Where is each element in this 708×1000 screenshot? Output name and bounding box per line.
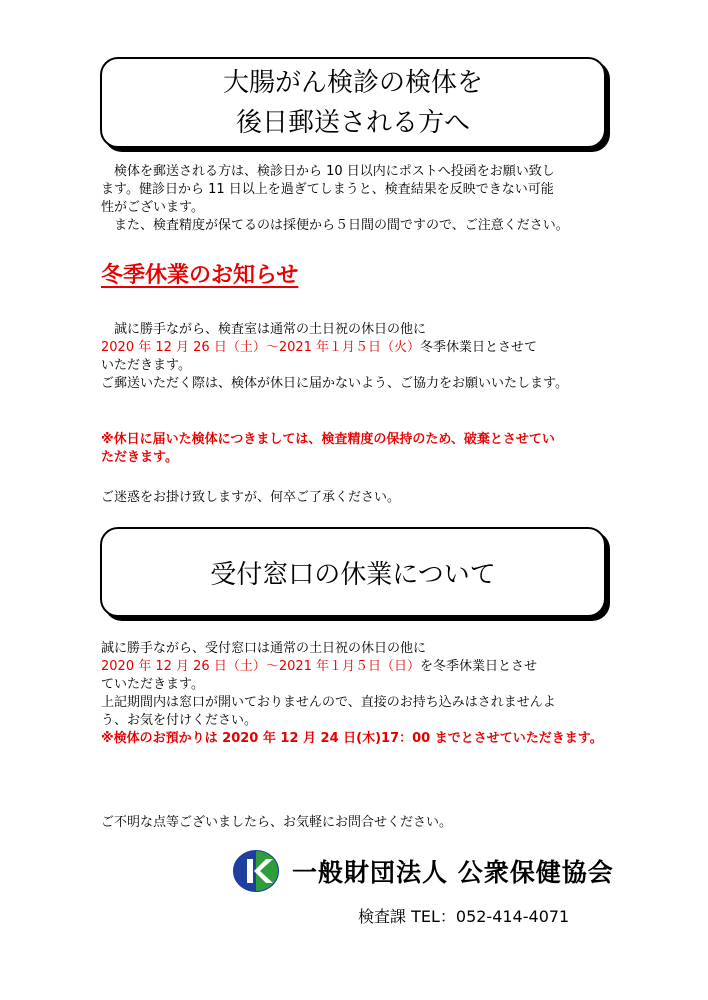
reception-title: 受付窓口の休業について: [210, 559, 496, 590]
apology-text: ご迷惑をお掛け致しますが、何卒ご了承ください。: [101, 490, 401, 505]
warning-line: ただきます。: [101, 450, 178, 465]
title-line-2: 後日郵送される方へ: [235, 107, 470, 138]
reception-warning: ※検体のお預かりは 2020 年 12 月 24 日(木)17：00 までとさせていただきます。: [101, 731, 603, 746]
title-box: [100, 57, 606, 148]
winter-dates: 2020 年 12 月 26 日（土）～2021 年１月５日（火）: [101, 340, 421, 355]
org-logo-icon: [233, 850, 279, 892]
winter-line: 誠に勝手ながら、検査室は通常の土日祝の休日の他に: [101, 322, 427, 337]
winter-notice-heading: 冬季休業のお知らせ: [101, 263, 299, 288]
reception-body: [101, 640, 613, 748]
intro-line: ます。健診日から 11 日以上を過ぎてしまうと、検査結果を反映できない可能: [101, 182, 554, 197]
contact-tel: 検査課 TEL：052-414-4071: [358, 907, 570, 926]
winter-warning: [101, 431, 613, 467]
winter-line-2: [101, 339, 613, 357]
intro-line: また、検査精度が保てるのは採便から５日間の間ですので、ご注意ください。: [101, 218, 569, 233]
org-name: 一般財団法人 公衆保健協会: [292, 858, 614, 887]
reception-line: 上記期間内は窓口が開いておりませんので、直接のお持ち込みはされませんよ: [101, 695, 556, 710]
winter-line: いただきます。: [101, 358, 191, 373]
reception-line: 誠に勝手ながら、受付窓口は通常の土日祝の休日の他に: [101, 641, 427, 656]
reception-box: [100, 527, 606, 617]
intro-line: 検体を郵送される方は、検診日から 10 日以内にポストへ投函をお願い致し: [101, 164, 555, 179]
intro-line: 性がございます。: [101, 200, 204, 215]
winter-line-rest: 冬季休業日とさせて: [420, 340, 538, 355]
warning-line: ※休日に届いた検体につきましては、検査精度の保持のため、破棄とさせてい: [101, 432, 555, 447]
reception-dates: 2020 年 12 月 26 日（土）～2021 年１月５日（日）: [101, 659, 421, 674]
reception-line: う、お気を付けください。: [101, 713, 258, 728]
contact-text: ご不明な点等ございましたら、お気軽にお問合せください。: [101, 815, 453, 830]
title-line-1: 大腸がん検診の検体を: [222, 67, 483, 98]
winter-line: ご郵送いただく際は、検体が休日に届かないよう、ご協力をお願いいたします。: [101, 376, 568, 391]
reception-line-rest: を冬季休業日とさせ: [420, 659, 538, 674]
reception-line-2: [101, 658, 613, 676]
winter-notice-body: [101, 321, 613, 393]
intro-section: [101, 163, 613, 235]
reception-line: ていただきます。: [101, 677, 204, 692]
